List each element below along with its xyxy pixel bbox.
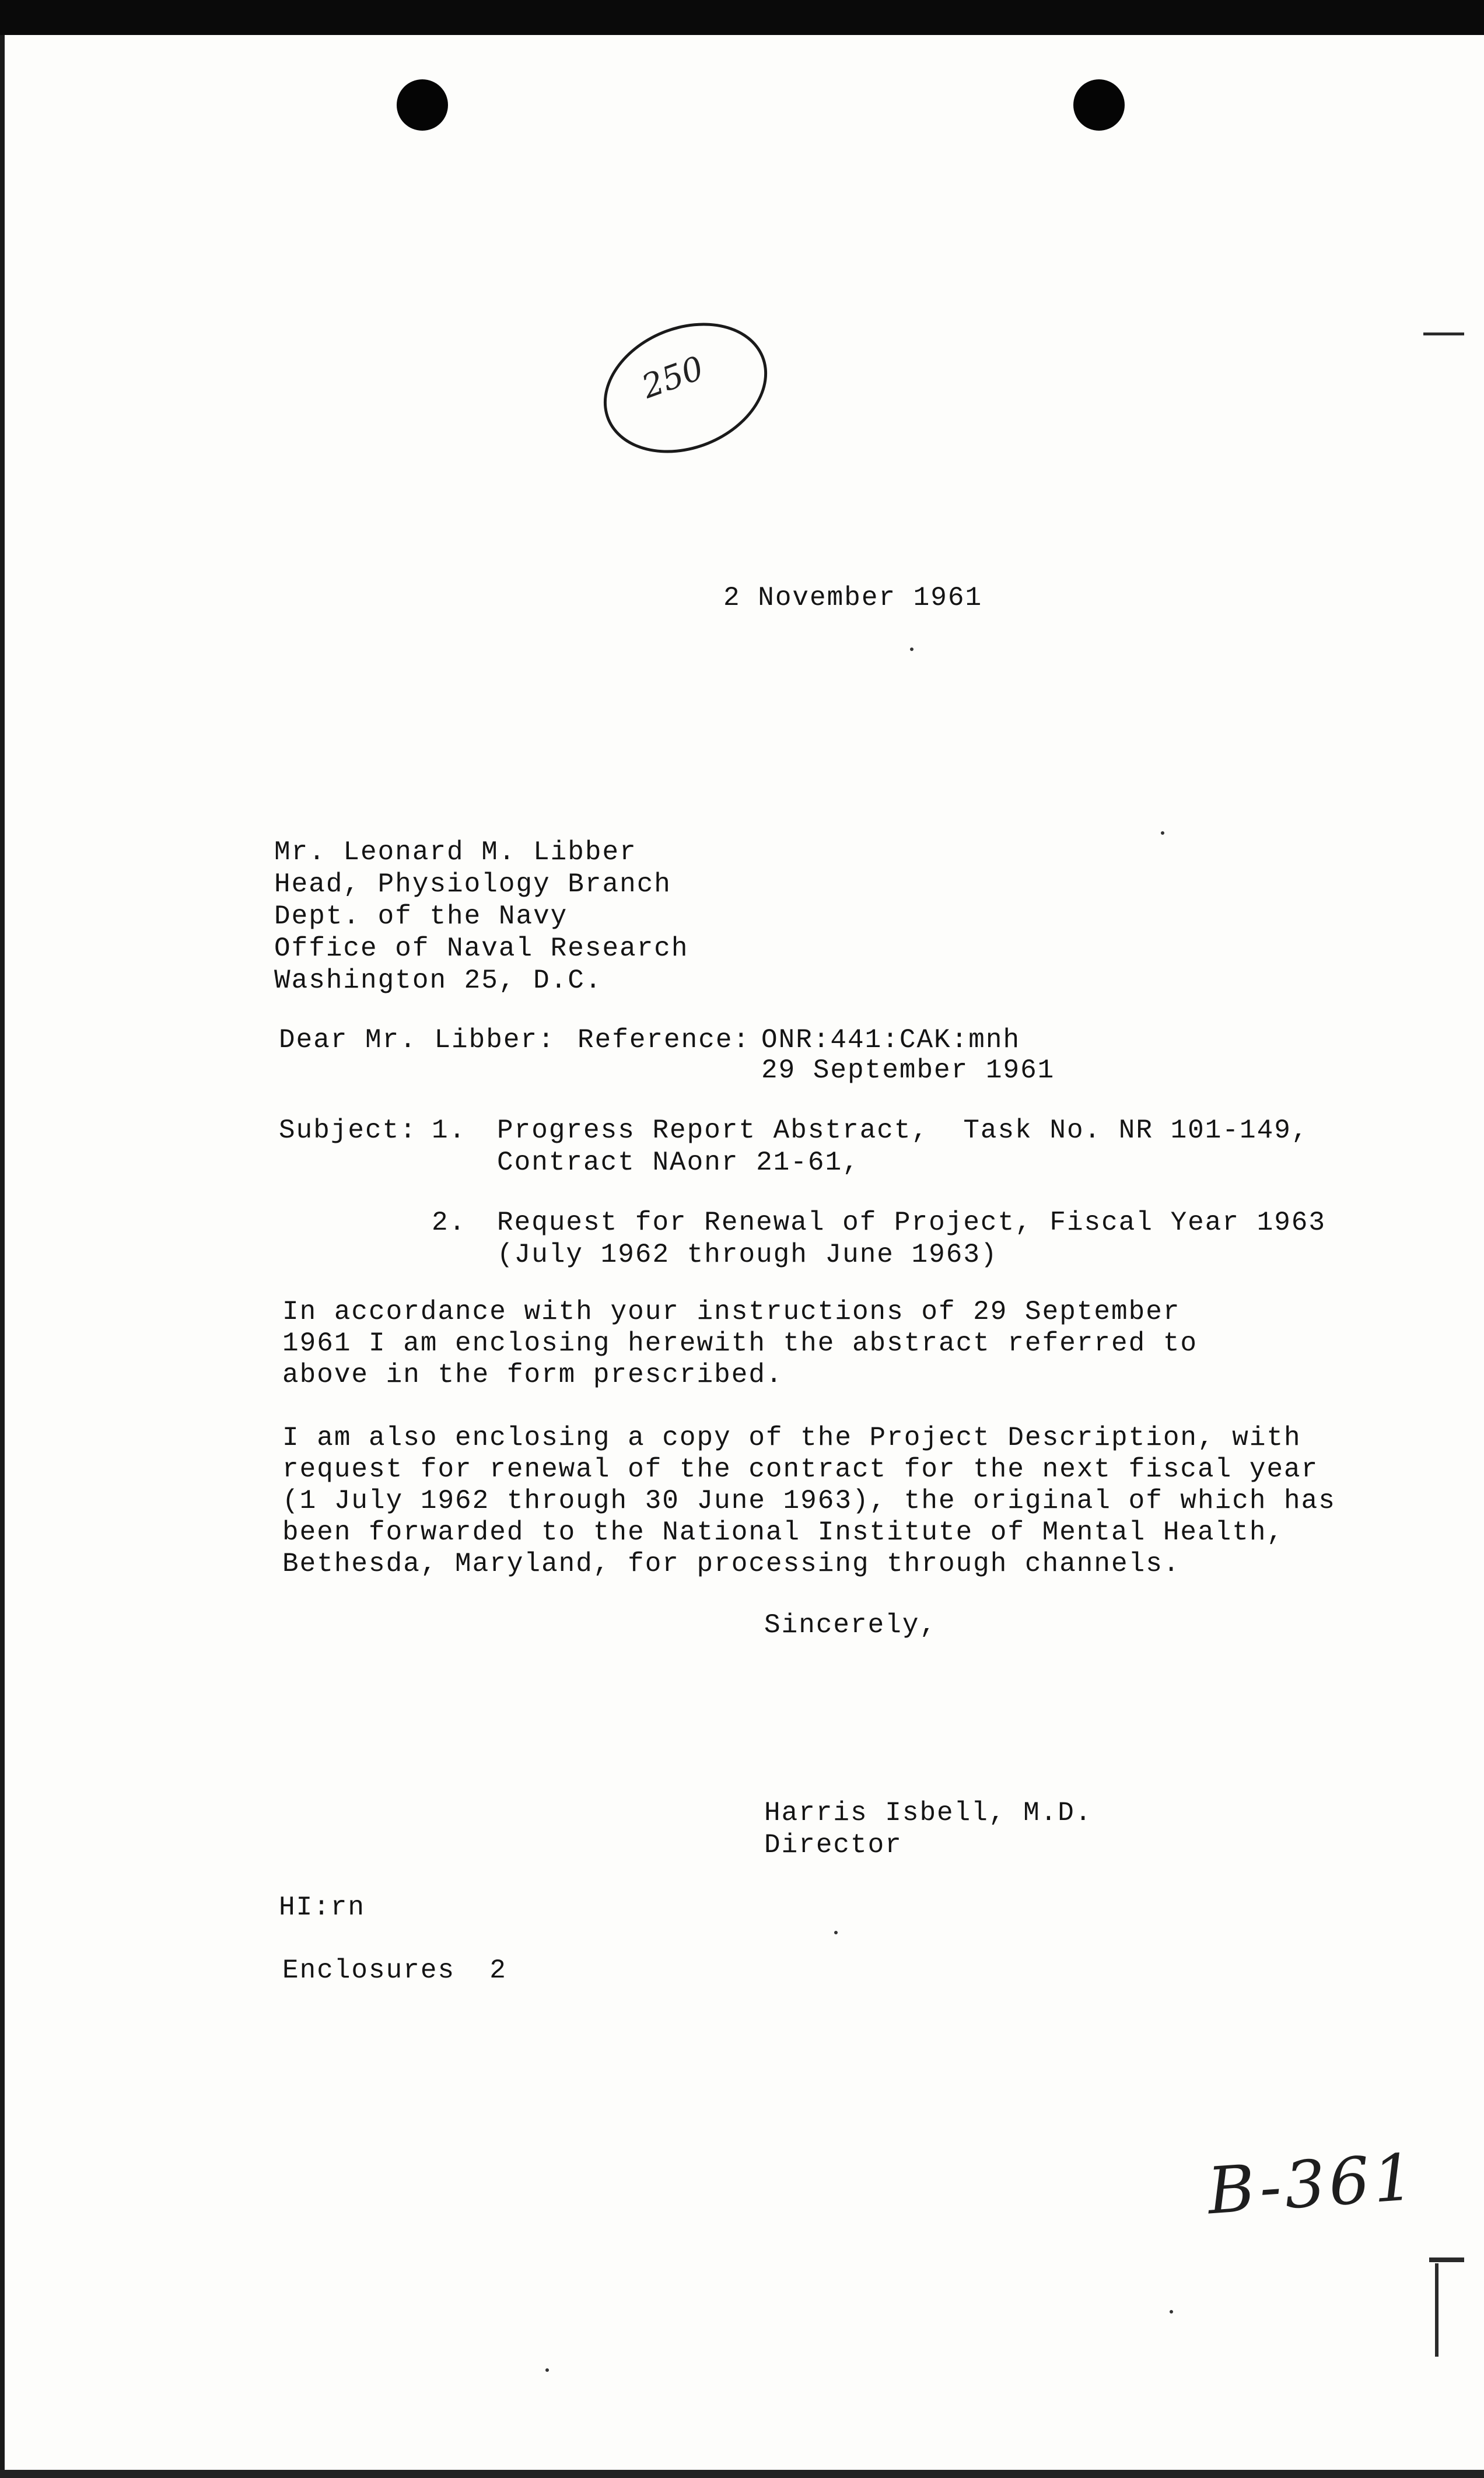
reference-code: ONR:441:CAK:mnh <box>761 1025 1021 1055</box>
body-paragraph-1: In accordance with your instructions of 29 September 1961 I am enclosing herewith the abstract referred to above in the form prescribed. <box>282 1297 1198 1390</box>
punch-hole-right <box>1073 79 1125 131</box>
scan-speck <box>1170 2310 1173 2314</box>
closing: Sincerely, <box>764 1610 937 1640</box>
subject-2-line2: (July 1962 through June 1963) <box>497 1240 998 1270</box>
scan-top-border <box>0 0 1484 35</box>
scan-speck <box>545 2368 549 2372</box>
subject-2-number: 2. <box>432 1208 467 1238</box>
recipient-office: Office of Naval Research <box>274 933 689 964</box>
recipient-city: Washington 25, D.C. <box>274 965 603 996</box>
scan-artifact <box>1429 2258 1464 2262</box>
body-paragraph-2: I am also enclosing a copy of the Project Description, with request for renewal of the contract for the next fiscal year (1 July 1962 through 30 June 1963), the original of which has been forwarded to the National Institute of Mental Health, Bethesda, Maryland, for processing through channels. <box>282 1423 1336 1579</box>
subject-label: Subject: <box>279 1115 417 1146</box>
scan-speck <box>910 648 914 651</box>
salutation: Dear Mr. Libber: <box>279 1025 555 1055</box>
recipient-dept: Dept. of the Navy <box>274 901 568 932</box>
subject-2-line1: Request for Renewal of Project, Fiscal Year 1963 <box>497 1208 1326 1238</box>
scan-speck <box>1161 831 1164 835</box>
subject-1-line2: Contract NAonr 21-61, <box>497 1147 860 1178</box>
reference-date: 29 September 1961 <box>761 1055 1055 1086</box>
signer-title: Director <box>764 1830 902 1860</box>
typist-initials: HI:rn <box>279 1892 366 1923</box>
enclosures-note: Enclosures 2 <box>282 1955 507 1986</box>
recipient-name: Mr. Leonard M. Libber <box>274 837 637 867</box>
scan-artifact <box>1423 332 1464 335</box>
letter-date: 2 November 1961 <box>723 583 983 613</box>
scan-bottom-border <box>0 2470 1484 2478</box>
stamp-number: 250 <box>637 349 709 407</box>
signer-name: Harris Isbell, M.D. <box>764 1798 1093 1828</box>
recipient-title: Head, Physiology Branch <box>274 869 671 900</box>
reference-label: Reference: <box>578 1025 751 1055</box>
scan-left-border <box>0 35 5 2478</box>
subject-1-line1: Progress Report Abstract, Task No. NR 101-149, <box>497 1115 1309 1146</box>
punch-hole-left <box>397 79 448 131</box>
scan-speck <box>834 1931 838 1934</box>
subject-1-number: 1. <box>432 1115 467 1146</box>
handwritten-file-number: B-361 <box>1205 2139 1420 2229</box>
scan-artifact <box>1435 2263 1438 2357</box>
